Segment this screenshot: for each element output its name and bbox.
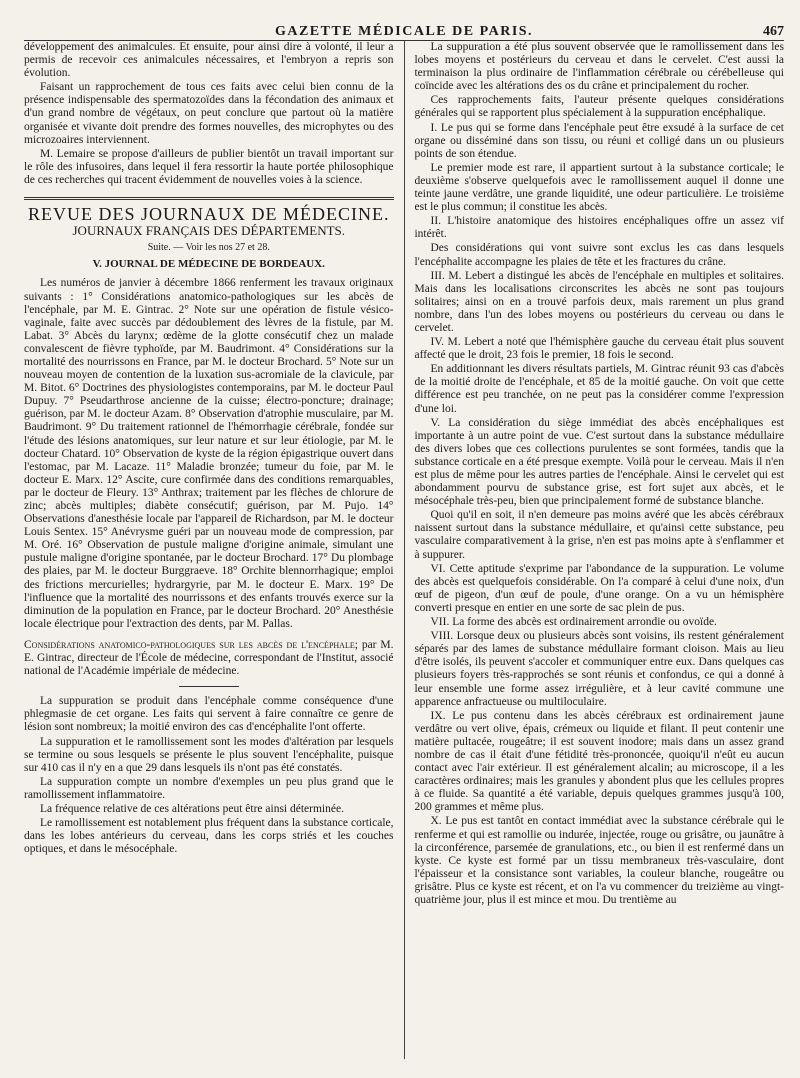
- paragraph: III. M. Lebert a distingué les abcès de l'encéphale en multiples et solitaires. Mais dans les localisations circonscrites les abcès ne sont pas toujours solitaires; ainsi on en a trouvé parfois deux, mais rarement un plus grand nombre, dans l'un des lobes moyens ou postérieurs du cerveau ou dans le cervelet.: [414, 269, 784, 334]
- paragraph: IV. M. Lebert a noté que l'hémisphère gauche du cerveau était plus souvent affecté que le droit, 23 fois le premier, 18 fois le second.: [414, 336, 784, 362]
- short-rule: [179, 686, 239, 687]
- paragraph: La suppuration a été plus souvent observée que le ramollissement dans les lobes moyens et postérieurs du cerveau et dans le cervelet. C'est aussi la terminaison la plus ordinaire de l'inflammation cérébrale ou cérébelleuse qui coïncide avec les altérations des os du crâne et principalement du rocher.: [414, 41, 784, 93]
- journal-title: GAZETTE MÉDICALE DE PARIS.: [274, 24, 534, 39]
- paragraph: I. Le pus qui se forme dans l'encéphale peut être exsudé à la surface de cet organe ou disséminé dans son tissu, ou réuni et colligé dans un ou plusieurs points de son étendue.: [414, 121, 784, 160]
- paragraph: En additionnant les divers résultats partiels, M. Gintrac réunit 93 cas d'abcès de la moitié droite de l'encéphale, et 85 de la moitié gauche. On voit que cette différence est peu tranchée, on ne peut pas la considérer comme l'expression d'une loi.: [414, 363, 784, 415]
- article-author: par M. E. Gintrac, directeur de l'École de médecine, correspondant de l'Institut, associé national de l'Académie impériale de médecine.: [24, 638, 394, 678]
- left-column: [24, 41, 404, 1059]
- paragraph: VII. La forme des abcès est ordinairement arrondie ou ovoïde.: [430, 616, 717, 629]
- paragraph: La suppuration compte un nombre d'exemples un peu plus grand que le ramollissement inflammatoire.: [24, 775, 394, 801]
- page-number: 467: [763, 24, 784, 39]
- paragraph: La suppuration se produit dans l'encéphale comme conséquence d'une phlegmasie de cet organe. Les faits qui servent à faire connaître ce genre de lésion sont nombreux; la moitié environ des cas d'encéphalite l'ont offerte.: [24, 695, 394, 734]
- journal-heading: V. JOURNAL DE MÉDECINE DE BORDEAUX.: [92, 258, 325, 271]
- paragraph: Faisant un rapprochement de tous ces faits avec celui bien connu de la présence indispensable des spermatozoïdes dans la fécondation des animaux et d'un grand nombre de végétaux, on peut conclure que partout où la matière organisée et vivante doit prendre des formes nouvelles, des microphytes ou des microzoaires interviennent.: [24, 81, 394, 146]
- paragraph: Le ramollissement est notablement plus fréquent dans la substance corticale, dans les lobes antérieurs du cerveau, dans les corps striés et les couches optiques, et dans le mésocéphale.: [24, 817, 394, 856]
- section-rule: [24, 197, 394, 200]
- journal-contents: Les numéros de janvier à décembre 1866 renferment les travaux originaux suivants : 1° Considérations anatomico-pathologiques sur les abcès de l'encéphale, par M. E. Gintrac. 2° Note sur une opération de fistule vésico-vaginale, faite avec succès par dédoublement des lèvres de la fistule, par M. Labat. 3° Abcès du larynx; œdème de la glotte consécutif chez un malade convalescent de fièvre typhoïde, par M. Baudrimont. 4° Considérations sur la mortalité des nourrissons en France, par M. le docteur Brochard. 5° Note sur un nouveau moyen de contention de la luxation sus-acromiale de la clavicule, par M. Bitot. 6° Doctrines des physiologistes contemporains, par M. le docteur Paul Dupuy. 7° Pseudarthrose ancienne de la cuisse; électro-poncture; drainage; guérison, par M. le docteur Azam. 8° Observation d'atrophie musculaire, par M. Baudrimont. 9° Du traitement rationnel de l'hémorrhagie cérébrale, fondée sur l'étude des lésions anatomiques, sur leur nature et sur leur étiologie, par M. le docteur Chatard. 10° Observation de kyste de la région épigastrique ouvert dans l'estomac, par M. Lacaze. 11° Maladie bronzée; tumeur du foie, par M. le docteur E. Marx. 12° Ascite, cure confirmée dans des conditions remarquables, par le docteur de Fleury. 13° Anthrax; traitement par les flèches de chlorure de zinc; abcès multiples; diabète consécutif; guérison, par M. Pujo. 14° Observations d'anesthésie locale par l'appareil de Richardson, par M. le docteur Louis Sentex. 15° Anévrysme guéri par un nouveau mode de compression, par M. Oré. 16° Observation de pustule maligne d'origine animale, simulant une pustule maligne d'origine spontanée, par le docteur Brochard. 17° Du plombage des plaies, par M. le docteur Burggraeve. 18° Orchite blennorrhagique; emploi des frictions mercurielles; hydrargyrie, par M. le docteur E. Marx. 19° De l'influence que la mortalité des nourrissons et des enfants trouvés exerce sur la diminution de la population en France, par le docteur Brochard. 20° Anesthésie locale électrique pour l'extraction des dents, par M. Pallas.: [24, 277, 394, 630]
- suite-note: Suite. — Voir les nos 27 et 28.: [147, 242, 270, 254]
- paragraph: V. La considération du siège immédiat des abcès encéphaliques est importante à un autre point de vue. C'est surtout dans la substance médullaire des divers lobes que ces collections purulentes se sont formées, tandis que la substance corticale en a été presque exempte. Voilà pour le cerveau. Mais il n'en est plus de même pour les autres parties de l'encéphale. Ainsi le cervelet qui est abondamment pourvu de substance grise, est fort sujet aux abcès, et le mésocéphale très-peu, bien que principalement formé de substance blanche.: [414, 416, 784, 508]
- paragraph: Quoi qu'il en soit, il n'en demeure pas moins avéré que les abcès cérébraux naissent surtout dans la substance médullaire, et qu'ainsi cette substance, peu vasculaire comparativement à la grise, n'en est pas moins apte à s'enflammer et à suppurer.: [414, 509, 784, 561]
- columns: [24, 41, 784, 1059]
- paragraph: Ces rapprochements faits, l'auteur présente quelques considérations générales qui se rapportent plus spécialement à la suppuration encéphalique.: [414, 94, 784, 120]
- paragraph: Des considérations qui vont suivre sont exclus les cas dans lesquels l'encéphalite accompagne les plaies de tête et les fractures du crâne.: [414, 242, 784, 268]
- paragraph: VI. Cette aptitude s'exprime par l'abondance de la suppuration. Le volume des abcès est quelquefois considérable. On l'a comparé à celui d'une noix, d'un œuf de pigeon, d'un œuf de poule, d'une orange. On a vu un hémisphère converti presque en entier en une sorte de sac plein de pus.: [414, 562, 784, 614]
- paragraph: La fréquence relative de ces altérations peut être ainsi déterminée.: [40, 802, 344, 815]
- paragraph: IX. Le pus contenu dans les abcès cérébraux est ordinairement jaune verdâtre ou vert olive, épais, crémeux ou liquide et filant. Il peut contenir une matière pultacée, rougeâtre; il est souvent inodore; mais dans un assez grand nombre de cas il était d'une fétidité très-prononcée, quoiqu'il n'eût eu aucun contact avec l'air extérieur. Il est généralement alcalin; au microscope, il a les caractères ordinaires; mais les granules y abondent plus que les cellules propres à ce fluide. Sa quantité a été variable, depuis quelques grammes jusqu'à 100, 200 grammes et même plus.: [414, 709, 784, 814]
- paragraph: VIII. Lorsque deux ou plusieurs abcès sont voisins, ils restent généralement séparés par des lames de substance médullaire formant cloison. Mais au lieu d'être isolés, ils peuvent s'accoler et communiquer entre eux. Dans quelques cas plusieurs foyers très-rapprochés se sont réunis et confondus, ce qui a donné à leur ensemble une forme assez irrégulière, et à leur cavité commune une apparence anfractueuse ou multiloculaire.: [414, 630, 784, 708]
- revue-title: REVUE DES JOURNAUX DE MÉDECINE.: [28, 204, 390, 225]
- paragraph: X. Le pus est tantôt en contact immédiat avec la substance cérébrale qui le renferme et qui est ramollie ou indurée, injectée, rouge ou grisâtre, ou jaunâtre à la circonférence, parsemée de granulations, etc., ou bien il est renfermé dans un kyste. Ce kyste est formé par un tissu membraneux très-vasculaire, dont l'épaisseur et la consistance sont variables, la couleur blanche, rougeâtre ou grisâtre. Plus ce kyste est récent, et on l'a vu commencer du treizième au vingt-quatrième jour, plus il est mince et mou. Du trentième au: [414, 815, 784, 906]
- paragraph: La suppuration et le ramollissement sont les modes d'altération par lesquels se termine ou sous lesquels se présente le plus souvent l'encéphalite, puisque sur 410 cas il n'y en a que 29 dans lesquels ils n'ont pas été constatés.: [24, 735, 394, 774]
- article-heading: [24, 639, 394, 678]
- paragraph: développement des animalcules. Et ensuite, pour ainsi dire à volonté, il leur a permis de recevoir ces animalcules nécessaires, et l'embryon a repris son évolution.: [24, 41, 394, 80]
- paragraph: Le premier mode est rare, il appartient surtout à la substance corticale; le deuxième s'observe quelquefois avec le ramollissement auquel il donne une teinte jaune verdâtre, une grande liquidité, une odeur particulière. Le troisième est le plus commun; il constitue les abcès.: [414, 161, 784, 214]
- paragraph: II. L'histoire anatomique des histoires encéphaliques offre un assez vif intérêt.: [414, 215, 784, 241]
- page-header: [24, 12, 784, 41]
- right-column: [404, 41, 784, 1059]
- paragraph: M. Lemaire se propose d'ailleurs de publier bientôt un travail important sur le rôle des infusoires, dans lequel il fera ressortir la haute portée philosophique de ces recherches qui tracent évidemment de nouvelles voies à la science.: [24, 147, 394, 186]
- article-title: Considérations anatomico-pathologiques sur les abcès de l'encéphale;: [24, 638, 358, 651]
- section-title: JOURNAUX FRANÇAIS DES DÉPARTEMENTS.: [72, 223, 345, 239]
